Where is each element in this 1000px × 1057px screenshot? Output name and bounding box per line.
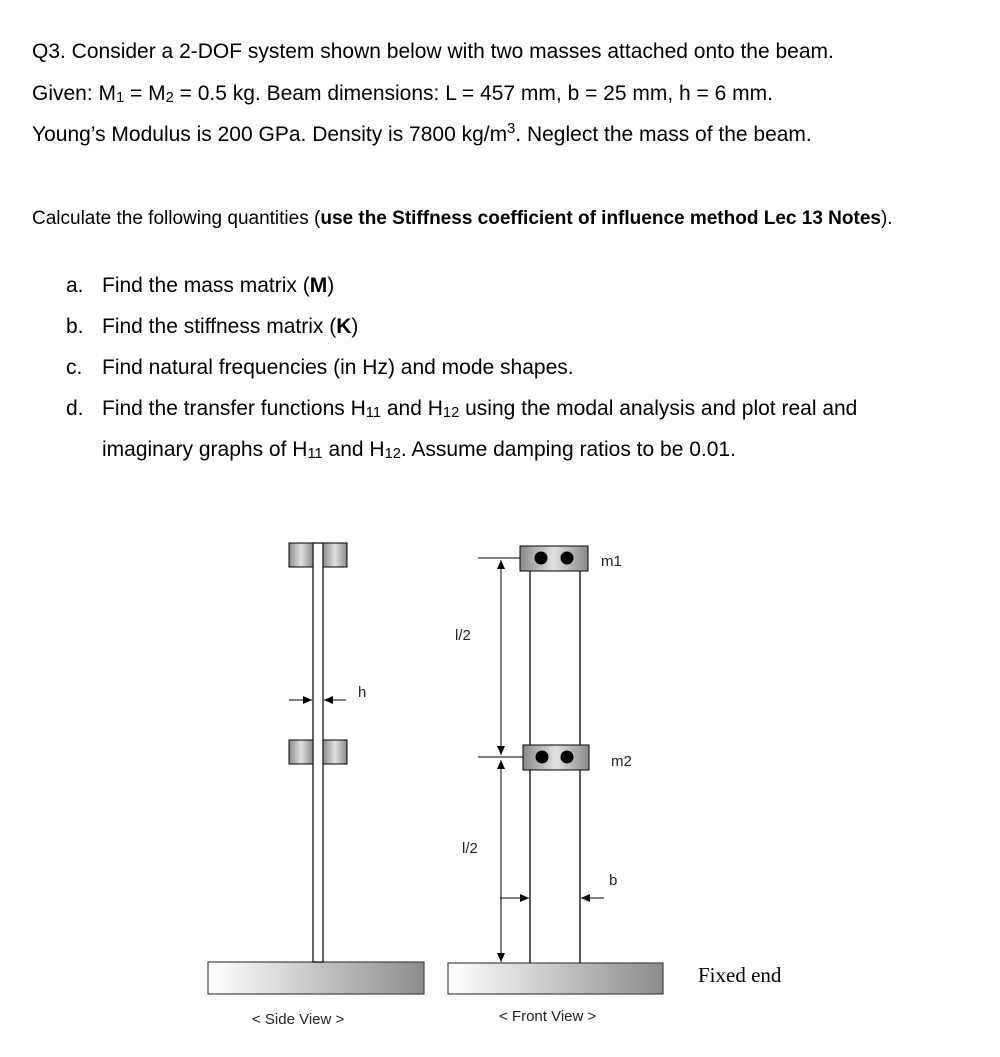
side-view-caption: < Side View > (252, 1011, 345, 1028)
side-mass-mid-right (323, 740, 347, 764)
upper-half-length-label: l/2 (455, 627, 471, 644)
m1-label: m1 (601, 553, 622, 570)
item-b: b. Find the stiffness matrix (K) (66, 315, 359, 338)
side-beam (313, 543, 323, 962)
fixed-end-label: Fixed end (698, 963, 782, 987)
side-mass-top-right (323, 543, 347, 567)
side-view (208, 543, 424, 1028)
side-base (208, 962, 424, 994)
front-base (448, 963, 663, 994)
lower-half-length-label: l/2 (462, 840, 478, 857)
item-d: d. Find the transfer functions $H_{11}$ and $H_{12}$ using the modal analysis and plot real and (66, 397, 858, 422)
question-line-2: Given: $M_1 = M_2 = 0.5$ kg. Beam dimensions: L = 457 mm, b = 25 mm, h = 6 mm. (32, 82, 773, 107)
front-mass-m1 (520, 546, 588, 571)
b-label: b (609, 872, 618, 889)
side-mass-mid-left (289, 740, 313, 764)
front-view (448, 546, 663, 1025)
item-c: c. Find natural frequencies (in Hz) and mode shapes. (66, 356, 574, 379)
question-line-1: Q3. Consider a 2-DOF system shown below with two masses attached onto the beam. (32, 40, 834, 63)
item-d-continued: imaginary graphs of $H_{11}$ and $H_{12}$. Assume damping ratios to be 0.01. (102, 438, 736, 463)
side-mass-top-left (289, 543, 313, 567)
item-a: a. Find the mass matrix (M) (66, 274, 335, 297)
question-line-3: Young’s Modulus is 200 GPa. Density is 7800 $kg/m^3$. Neglect the mass of the beam. (32, 120, 812, 146)
instructions-bold: use the Stiffness coefficient of influence method Lec 13 Notes (320, 208, 881, 229)
h-label: h (358, 684, 367, 701)
m2-bolt-left (536, 751, 549, 764)
m1-bolt-right (561, 552, 574, 565)
instructions: Calculate the following quantities (use the Stiffness coefficient of influence method Lec 13 Notes). (32, 208, 893, 229)
m2-label: m2 (611, 753, 632, 770)
front-view-caption: < Front View > (499, 1008, 597, 1025)
m2-bolt-right (561, 751, 574, 764)
front-mass-m2 (523, 745, 589, 770)
m1-bolt-left (535, 552, 548, 565)
